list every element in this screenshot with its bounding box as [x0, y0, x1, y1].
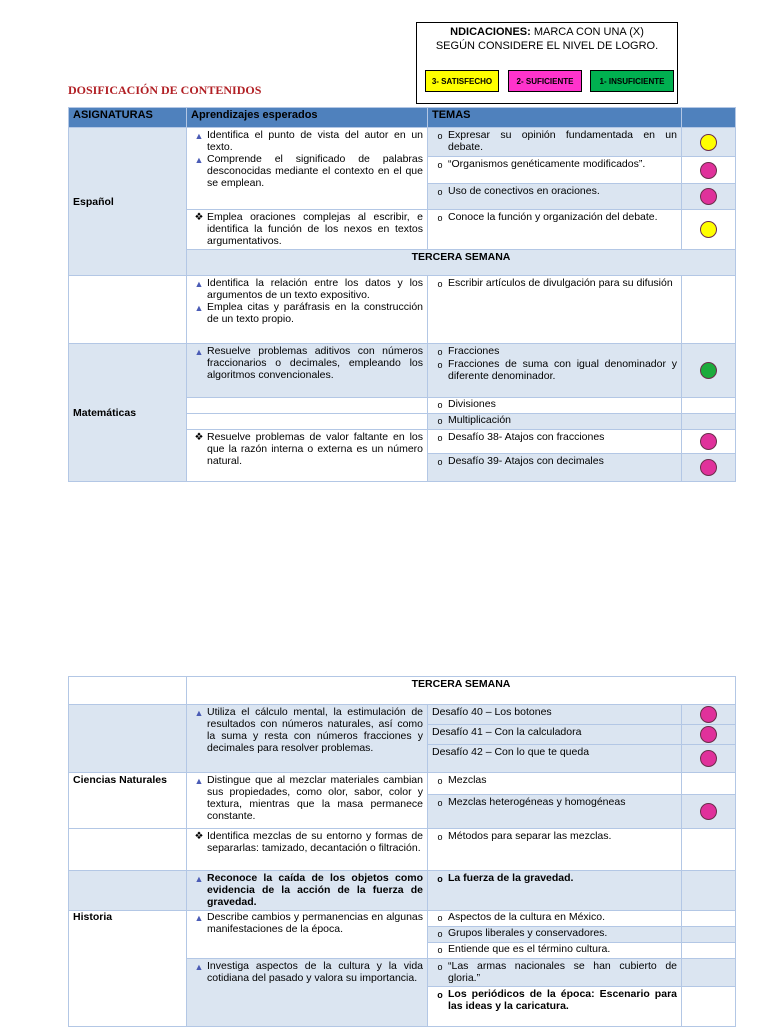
circle-outline-bullet-icon: o	[437, 400, 443, 410]
level-dot-magenta	[700, 188, 717, 205]
contents-table-1	[68, 107, 736, 482]
instructions-line-1	[417, 26, 677, 38]
level-dot-magenta	[700, 162, 717, 179]
level-cell	[682, 414, 736, 430]
level-cell	[682, 987, 736, 1027]
instructions-line-2: SEGÚN CONSIDERE EL NIVEL DE LOGRO.	[435, 40, 659, 52]
triangle-bullet-icon: ▲	[194, 303, 204, 313]
learning-item: ▲ Emplea citas y paráfrasis en la construcción de un texto propio.	[191, 301, 423, 325]
level-dot-magenta	[700, 433, 717, 450]
learning-item: ❖ Resuelve problemas de valor faltante en los que la razón interna o externa es un número natural.	[191, 431, 423, 467]
header-topics: TEMAS	[428, 108, 682, 128]
level-cell	[682, 210, 736, 250]
circle-outline-bullet-icon: o	[437, 131, 443, 141]
learning-item: ▲ Investiga aspectos de la cultura y la vida cotidiana del pasado y valora su importancia.	[191, 960, 423, 984]
level-cell	[682, 927, 736, 943]
level-cell	[682, 795, 736, 829]
learning-cell	[187, 276, 428, 344]
empty-subject-cell	[69, 677, 187, 705]
diamond-bullet-icon: ❖	[194, 831, 204, 842]
triangle-bullet-icon: ▲	[194, 347, 204, 357]
circle-outline-bullet-icon: o	[437, 776, 443, 786]
empty-subject-cell	[69, 871, 187, 911]
learning-cell	[187, 128, 428, 210]
circle-outline-bullet-icon: o	[437, 347, 443, 357]
circle-outline-bullet-icon: o	[437, 913, 443, 923]
subject-matematicas: Matemáticas	[69, 344, 187, 482]
header-level	[682, 108, 736, 128]
topic-cell: o Mezclas heterogéneas y homogéneas	[428, 795, 682, 829]
learning-item: ▲ Resuelve problemas aditivos con números fraccionarios o decimales, empleando los algoritmos convencionales.	[191, 345, 423, 381]
level-cell	[682, 344, 736, 398]
learning-item: ▲ Describe cambios y permanencias en algunas manifestaciones de la época.	[191, 911, 423, 935]
learning-cell	[187, 871, 428, 911]
level-cell	[682, 276, 736, 344]
topic-cell: Desafío 42 – Con lo que te queda	[428, 745, 682, 773]
topic-cell: Desafío 40 – Los botones	[428, 705, 682, 725]
circle-outline-bullet-icon: o	[437, 962, 443, 972]
learning-item: ▲ Reconoce la caída de los objetos como evidencia de la acción de la fuerza de gravedad.	[191, 872, 423, 908]
topic-cell: o Expresar su opinión fundamentada en un debate.	[428, 128, 682, 157]
document-title: DOSIFICACIÓN DE CONTENIDOS	[68, 83, 262, 97]
learning-cell	[187, 344, 428, 398]
empty-subject-cell	[69, 829, 187, 871]
diamond-bullet-icon: ❖	[194, 212, 204, 223]
learning-item: ▲ Utiliza el cálculo mental, la estimulación de resultados con números naturales, así como la suma y resta con números fracciones y decimales para resolver problemas.	[191, 706, 423, 754]
week-heading: TERCERA SEMANA	[187, 677, 736, 705]
learning-cell	[187, 773, 428, 829]
level-cell	[682, 943, 736, 959]
subject-ciencias-naturales: Ciencias Naturales	[69, 773, 187, 829]
learning-cell	[187, 210, 428, 250]
learning-cell	[187, 829, 428, 871]
topic-cell: o Divisiones	[428, 398, 682, 414]
topic-cell: o Los periódicos de la época: Escenario para las ideas y la caricatura.	[428, 987, 682, 1027]
topic-cell: o Mezclas	[428, 773, 682, 795]
learning-item: ❖ Emplea oraciones complejas al escribir, e identifica la función de los nexos en textos argumentativos.	[191, 211, 423, 247]
circle-outline-bullet-icon: o	[437, 416, 443, 426]
level-dot-magenta	[700, 726, 717, 743]
triangle-bullet-icon: ▲	[194, 155, 204, 165]
level-cell	[682, 430, 736, 454]
triangle-bullet-icon: ▲	[194, 913, 204, 923]
level-cell	[682, 725, 736, 745]
level-cell	[682, 157, 736, 184]
topic-cell: Desafío 41 – Con la calculadora	[428, 725, 682, 745]
circle-outline-bullet-icon: o	[437, 929, 443, 939]
triangle-bullet-icon: ▲	[194, 776, 204, 786]
level-cell	[682, 128, 736, 157]
triangle-bullet-icon: ▲	[194, 708, 204, 718]
topic-cell: o Desafío 38- Atajos con fracciones	[428, 430, 682, 454]
header-learning: Aprendizajes esperados	[187, 108, 428, 128]
learning-item: ▲ Identifica el punto de vista del autor en un texto.	[191, 129, 423, 153]
level-cell	[682, 911, 736, 927]
instructions-box	[416, 22, 678, 104]
topic-cell: o Desafío 39- Atajos con decimales	[428, 454, 682, 482]
instructions-text: MARCA CON UNA (X)	[530, 26, 644, 38]
circle-outline-bullet-icon: o	[437, 832, 443, 842]
header-subjects: ASIGNATURAS	[69, 108, 187, 128]
circle-outline-bullet-icon: o	[437, 360, 443, 370]
contents-table-2	[68, 676, 736, 1027]
topic-cell: o Multiplicación	[428, 414, 682, 430]
topic-cell: o Conoce la función y organización del debate.	[428, 210, 682, 250]
empty-subject-cell	[69, 276, 187, 344]
subject-espanol: Español	[69, 128, 187, 276]
level-badge-satisfecho: 3- SATISFECHO	[425, 70, 499, 92]
level-dot-magenta	[700, 459, 717, 476]
learning-item: ❖ Identifica mezclas de su entorno y formas de separarlas: tamizado, decantación o filtración.	[191, 830, 423, 854]
topic-cell: o Escribir artículos de divulgación para su difusión	[428, 276, 682, 344]
level-cell	[682, 184, 736, 210]
level-cell	[682, 959, 736, 987]
level-cell	[682, 773, 736, 795]
week-heading: TERCERA SEMANA	[187, 250, 736, 276]
level-dot-magenta	[700, 803, 717, 820]
subject-historia: Historia	[69, 911, 187, 1027]
triangle-bullet-icon: ▲	[194, 874, 204, 884]
triangle-bullet-icon: ▲	[194, 131, 204, 141]
topic-cell: o “Organismos genéticamente modificados”.	[428, 157, 682, 184]
level-cell	[682, 745, 736, 773]
topic-cell: o Entiende que es el término cultura.	[428, 943, 682, 959]
level-badge-suficiente: 2- SUFICIENTE	[508, 70, 582, 92]
circle-outline-bullet-icon: o	[437, 187, 443, 197]
triangle-bullet-icon: ▲	[194, 962, 204, 972]
level-cell	[682, 454, 736, 482]
instructions-title: NDICACIONES:	[450, 26, 531, 38]
circle-outline-bullet-icon: o	[437, 279, 443, 289]
learning-item: ▲ Identifica la relación entre los datos y los argumentos de un texto expositivo.	[191, 277, 423, 301]
level-dot-yellow	[700, 134, 717, 151]
learning-item: ▲ Distingue que al mezclar materiales cambian sus propiedades, como olor, sabor, color y textura, mientras que la masa permanece constante.	[191, 774, 423, 822]
level-badge-insuficiente: 1- INSUFICIENTE	[590, 70, 674, 92]
empty-subject-cell	[69, 705, 187, 773]
learning-cell	[187, 430, 428, 482]
circle-outline-bullet-icon: o	[437, 798, 443, 808]
topic-cell: o Grupos liberales y conservadores.	[428, 927, 682, 943]
level-dot-green	[700, 362, 717, 379]
level-dot-magenta	[700, 750, 717, 767]
topic-cell: o La fuerza de la gravedad.	[428, 871, 682, 911]
topic-cell: o Uso de conectivos en oraciones.	[428, 184, 682, 210]
learning-cell	[187, 414, 428, 430]
learning-cell	[187, 959, 428, 1027]
circle-outline-bullet-icon: o	[437, 945, 443, 955]
level-cell	[682, 829, 736, 871]
learning-cell	[187, 911, 428, 959]
level-cell	[682, 871, 736, 911]
topic-cell: o “Las armas nacionales se han cubierto de gloria.”	[428, 959, 682, 987]
triangle-bullet-icon: ▲	[194, 279, 204, 289]
circle-outline-bullet-icon: o	[437, 433, 443, 443]
topic-cell: o Fracciones o Fracciones de suma con igual denominador y diferente denominador.	[428, 344, 682, 398]
diamond-bullet-icon: ❖	[194, 432, 204, 443]
level-dot-yellow	[700, 221, 717, 238]
circle-outline-bullet-icon: o	[437, 990, 443, 1000]
level-dot-magenta	[700, 706, 717, 723]
learning-cell	[187, 705, 428, 773]
topic-cell: o Aspectos de la cultura en México.	[428, 911, 682, 927]
circle-outline-bullet-icon: o	[437, 160, 443, 170]
topic-cell: o Métodos para separar las mezclas.	[428, 829, 682, 871]
learning-item: ▲ Comprende el significado de palabras desconocidas mediante el contexto en el que se emplean.	[191, 153, 423, 189]
learning-cell	[187, 398, 428, 414]
circle-outline-bullet-icon: o	[437, 874, 443, 884]
circle-outline-bullet-icon: o	[437, 457, 443, 467]
circle-outline-bullet-icon: o	[437, 213, 443, 223]
level-cell	[682, 705, 736, 725]
level-cell	[682, 398, 736, 414]
